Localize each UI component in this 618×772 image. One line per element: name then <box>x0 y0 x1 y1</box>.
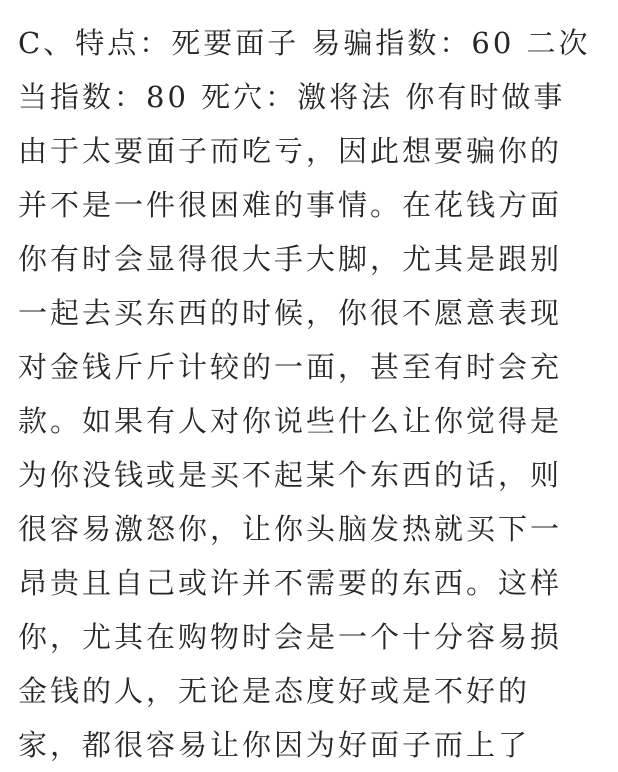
text-line-8: 款。如果有人对你说些什么让你觉得是 <box>18 404 563 438</box>
text-line-10: 很容易激怒你，让你头脑发热就买下一 <box>18 512 563 546</box>
text-line-1: C、特点：死要面子 易骗指数：60 二次 <box>18 26 591 60</box>
text-line-5: 你有时会显得很大手大脚，尤其是跟别 <box>18 242 563 276</box>
handwritten-text-block <box>18 16 618 772</box>
text-line-11: 昂贵且自己或许并不需要的东西。这样 <box>18 566 563 600</box>
text-line-12: 你，尤其在购物时会是一个十分容易损 <box>18 620 563 654</box>
text-line-6: 一起去买东西的时候，你很不愿意表现 <box>18 296 563 330</box>
text-line-7: 对金钱斤斤计较的一面，甚至有时会充 <box>18 350 563 384</box>
text-line-4: 并不是一件很困难的事情。在花钱方面 <box>18 188 563 222</box>
text-line-14: 家，都很容易让你因为好面子而上了 <box>18 728 531 762</box>
text-line-2: 当指数：80 死穴：激将法 你有时做事 <box>18 80 566 114</box>
text-line-9: 为你没钱或是买不起某个东西的话，则 <box>18 458 563 492</box>
text-line-13: 金钱的人，无论是态度好或是不好的 <box>18 674 531 708</box>
text-line-3: 由于太要面子而吃亏，因此想要骗你的 <box>18 134 563 168</box>
